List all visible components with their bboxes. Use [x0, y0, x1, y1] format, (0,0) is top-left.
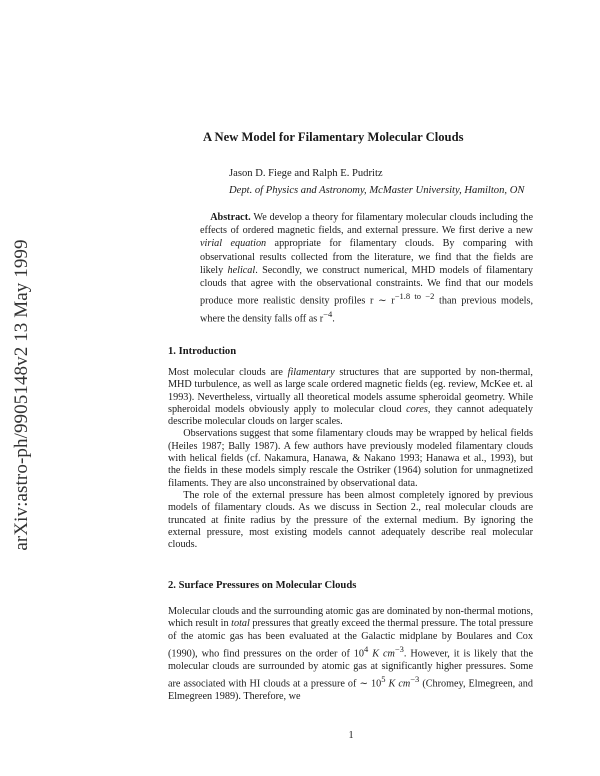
emphasis-total: total: [231, 618, 250, 630]
text-span: Most molecular clouds are: [168, 367, 288, 378]
abstract-emphasis-helical: helical: [227, 264, 256, 276]
arxiv-identifier-stamp: [8, 185, 36, 605]
section-surface-pressures-body: [168, 606, 533, 703]
abstract-emphasis-virial: virial equation: [200, 238, 267, 250]
section-introduction-body: [168, 367, 533, 551]
abstract-text-5: .: [332, 313, 335, 325]
exponent: −3: [394, 643, 404, 654]
author-list: Jason D. Fiege and Ralph E. Pudritz: [229, 168, 383, 179]
unit-text: K cm: [385, 678, 411, 690]
text-span: pressures that greatly exceed the thermal pressure. The total pressure of the atomic gas has been evaluated at the Galactic midplane by Boulares and Cox (1990), who find pressures on the order of 10: [168, 618, 533, 660]
paragraph: The role of the external pressure has been almost completely ignored by previous models of filamentary clouds. As we discuss in Section 2., real molecular clouds are truncated at finite radius by the pressure of the external medium. By ignoring the external pressure, most existing models cannot adequately describe real molecular clouds.: [168, 489, 533, 551]
abstract-text-4: than previous models, where the density falls off as r: [200, 295, 534, 325]
abstract-text-3: . Secondly, we construct numerical, MHD models of filamentary clouds that agree with the observational constraints. We find that our models produce more realistic density profiles r ∼ r: [200, 264, 533, 307]
abstract-text-1: We develop a theory for filamentary molecular clouds including the effects of ordered magnetic fields, and external pressure. We first derive a new: [200, 212, 533, 237]
text-span: (Chromey, Elmegreen, and Elmegreen 1989). Therefore, we: [168, 678, 533, 702]
paper-title: A New Model for Filamentary Molecular Clouds: [203, 130, 464, 144]
text-span: structures that are supported by non-thermal, MHD turbulence, as well as large scale ordered magnetic fields (eg. review, McKee et. al 1993). Nevertheless, virtually all theoretical models assume spheroidal geometry. While spheroidal models obviously apply to molecular cloud: [168, 367, 533, 415]
section-heading-introduction: 1. Introduction: [168, 346, 237, 357]
unit-text: K cm: [368, 648, 395, 660]
exponent: 4: [364, 643, 369, 654]
exponent: 5: [381, 673, 386, 684]
abstract-label: Abstract.: [210, 212, 251, 223]
text-span: , they cannot adequately describe molecular clouds on larger scales.: [168, 403, 533, 428]
paragraph: Observations suggest that some filamentary clouds may be wrapped by helical fields (Heiles 1987; Bally 1987). A few authors have previously modeled filamentary clouds with helical fields (cf. Nakamura, Hanawa, & Nakano 1993; Hanawa et al., 1993), but the fields in these models simply rescale the Ostriker (1964) solution for unmagnetized filaments. They are also unconstrained by observational data.: [168, 428, 533, 489]
abstract-text-2: appropriate for filamentary clouds. By comparing with observational results collected from the literature, we find that the fields are likely: [200, 238, 533, 276]
emphasis-filamentary: filamentary: [287, 367, 335, 378]
paragraph: [168, 367, 533, 428]
arxiv-identifier-text: arXiv:astro-ph/9905148v2 13 May 1999: [11, 239, 32, 551]
section-heading-surface-pressures: 2. Surface Pressures on Molecular Clouds: [168, 580, 357, 591]
text-span: Molecular clouds and the surrounding atomic gas are dominated by non-thermal motions, which result in: [168, 606, 533, 630]
emphasis-cores: cores: [406, 403, 428, 415]
paragraph: [168, 606, 533, 703]
page-number-text: 1: [348, 730, 354, 741]
text-span: . However, it is likely that the molecular clouds are surrounded by atomic gas at significantly higher pressures. Some are associated with HI clouds at a pressure of ∼ 10: [168, 648, 533, 690]
author-affiliation: Dept. of Physics and Astronomy, McMaster University, Hamilton, ON: [229, 185, 525, 196]
abstract-block: [200, 211, 533, 325]
abstract-exponent-profile: −1.8 to −2: [394, 291, 435, 302]
page-number: [0, 730, 600, 741]
exponent: −3: [410, 673, 420, 684]
abstract-exponent-previous: −4: [323, 308, 333, 319]
